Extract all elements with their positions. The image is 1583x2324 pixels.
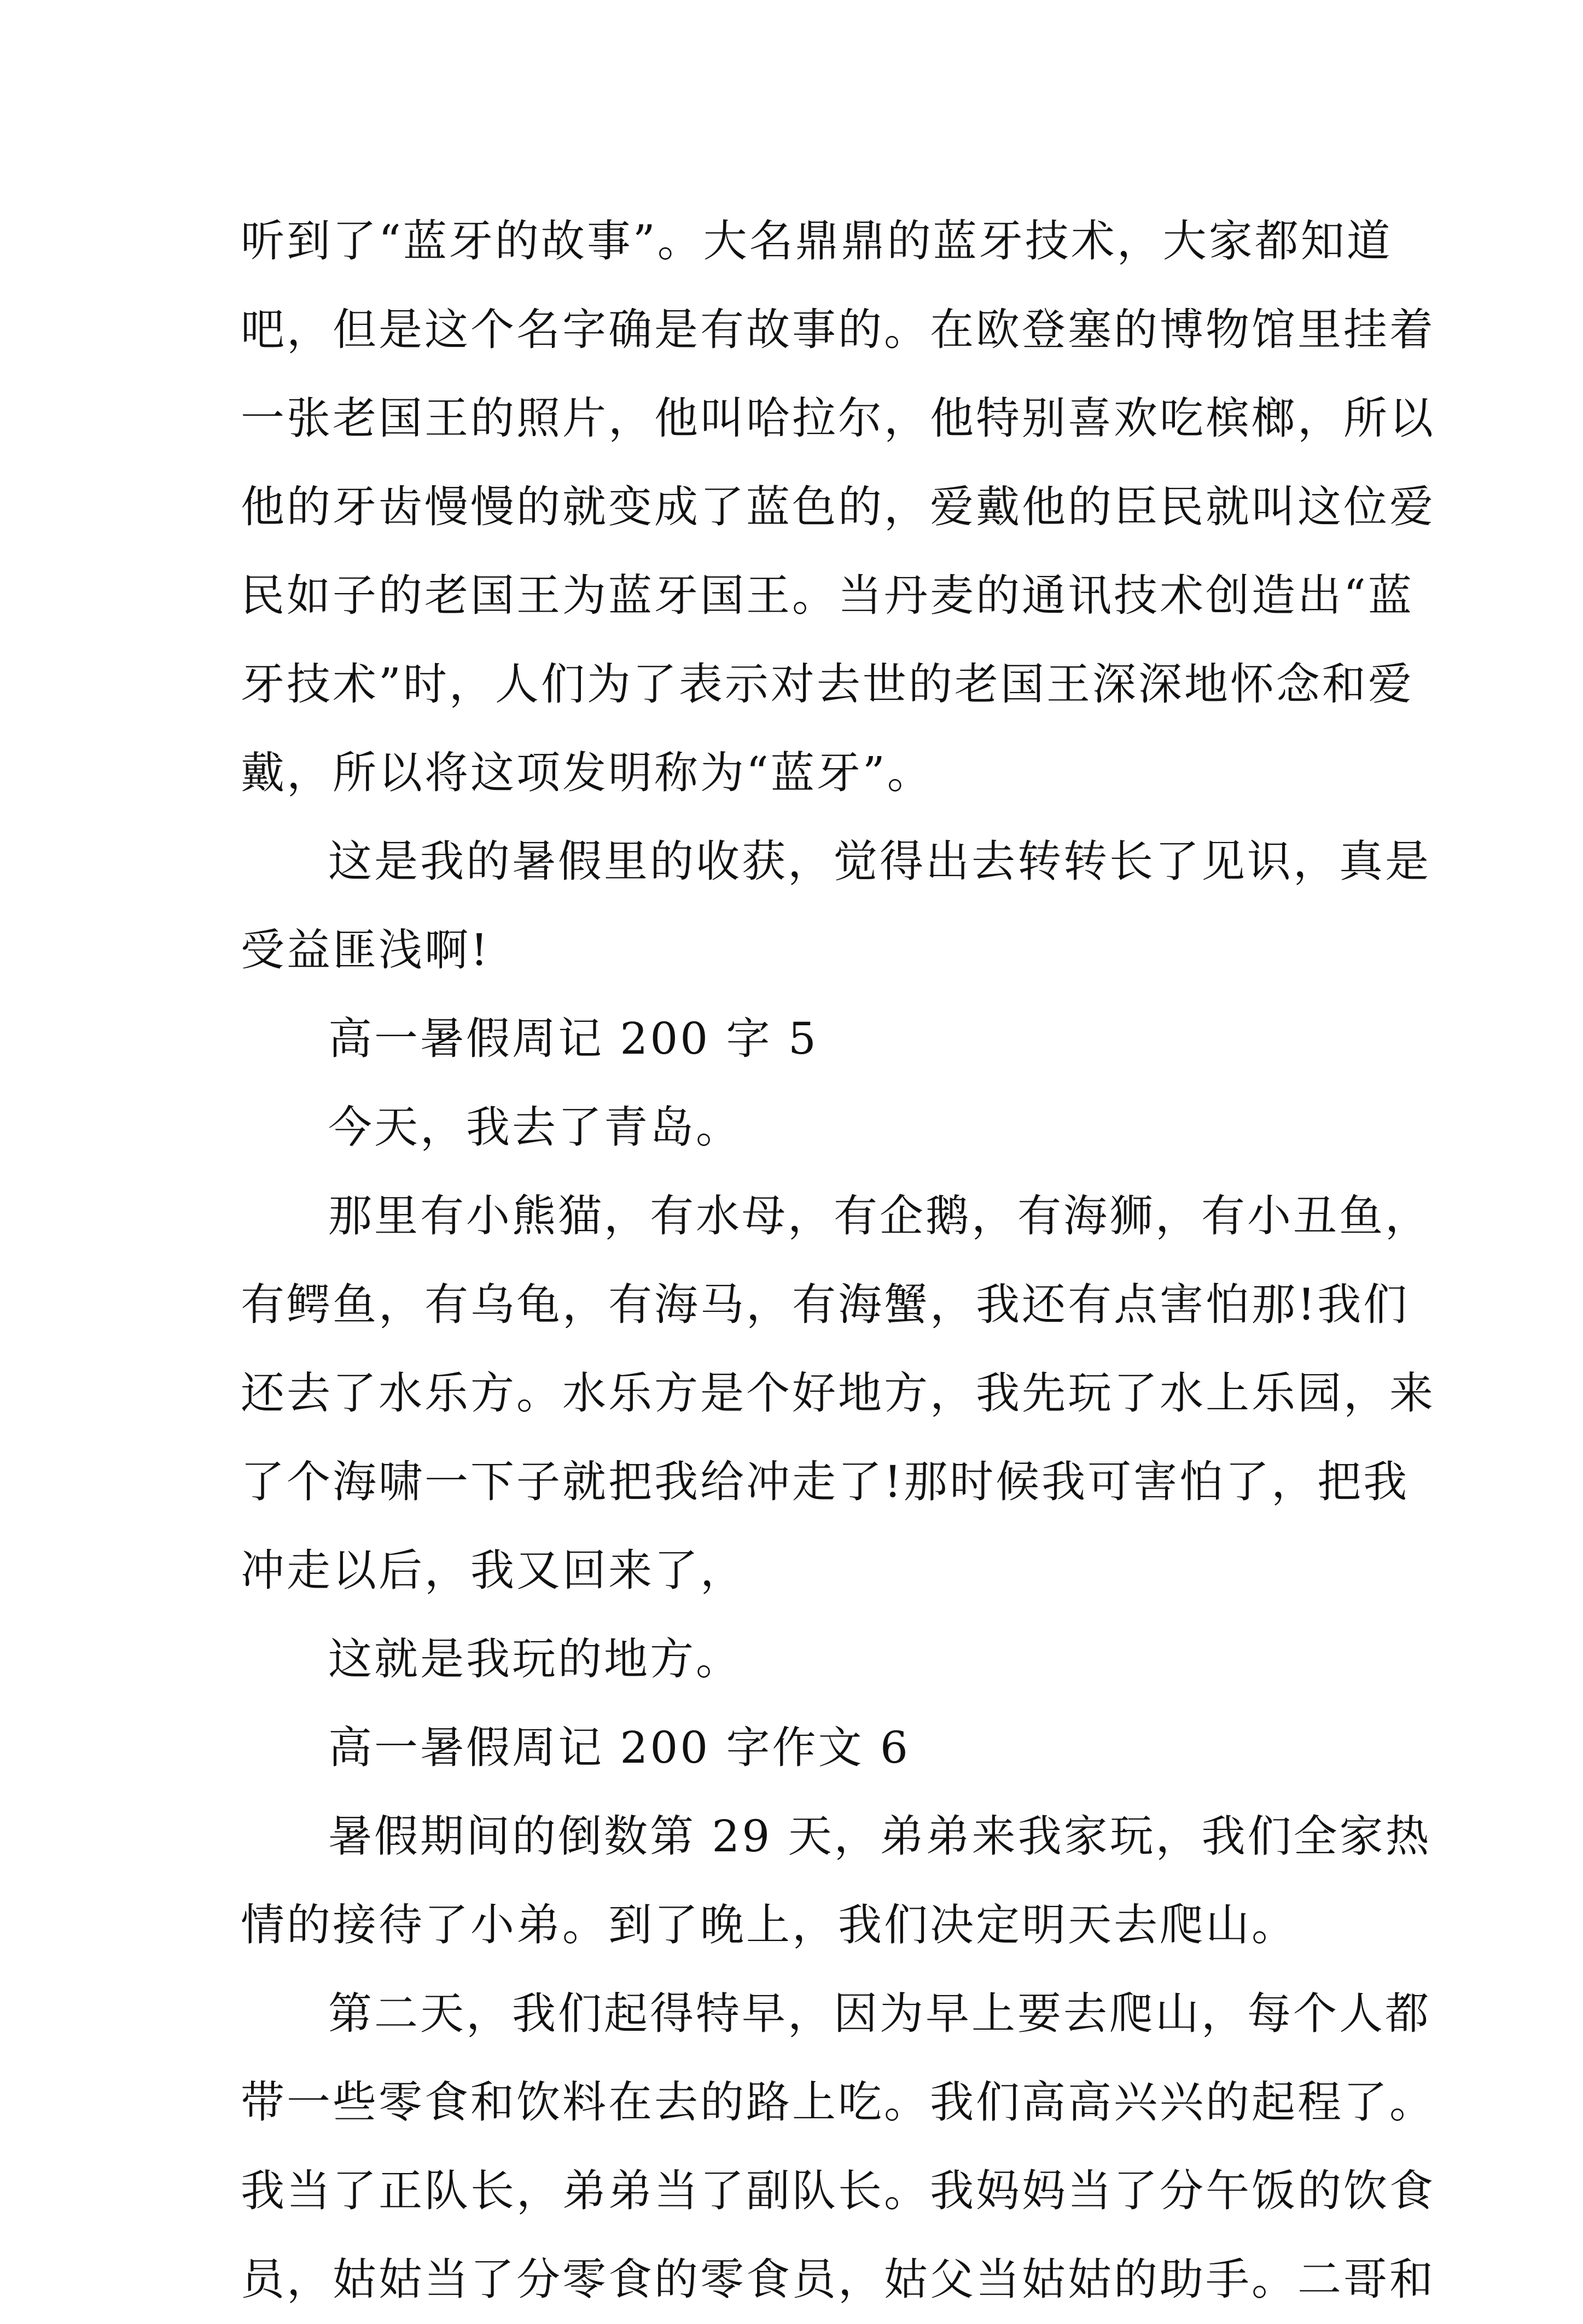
text-line: 第二天，我们起得特早，因为早上要去爬山，每个人都 xyxy=(328,1988,1431,2039)
text-line: 这是我的暑假里的收获，觉得出去转转长了见识，真是 xyxy=(328,836,1431,887)
text-line: 还去了水乐方。水乐方是个好地方，我先玩了水上乐园，来 xyxy=(241,1368,1435,1419)
text-line: 戴，所以将这项发明称为“蓝牙”。 xyxy=(241,747,933,798)
text-line: 那里有小熊猫，有水母，有企鹅，有海狮，有小丑鱼， xyxy=(328,1190,1431,1241)
text-line: 牙技术”时，人们为了表示对去世的老国王深深地怀念和爱 xyxy=(241,659,1414,710)
document-body xyxy=(241,197,1435,2324)
text-line: 情的接待了小弟。到了晚上，我们决定明天去爬山。 xyxy=(241,1899,1297,1950)
text-line: 了个海啸一下子就把我给冲走了!那时候我可害怕了，把我 xyxy=(241,1456,1410,1507)
text-line: 听到了“蓝牙的故事”。大名鼎鼎的蓝牙技术，大家都知道 xyxy=(241,216,1393,266)
text-line: 受益匪浅啊! xyxy=(241,925,491,975)
text-line: 我当了正队长，弟弟当了副队长。我妈妈当了分午饭的饮食 xyxy=(241,2165,1435,2216)
text-line: 带一些零食和饮料在去的路上吃。我们高高兴兴的起程了。 xyxy=(241,2077,1435,2128)
text-line: 有鳄鱼，有乌龟，有海马，有海蟹，我还有点害怕那!我们 xyxy=(241,1279,1410,1330)
text-line: 吧，但是这个名字确是有故事的。在欧登塞的博物馆里挂着 xyxy=(241,304,1435,355)
text-line: 他的牙齿慢慢的就变成了蓝色的，爱戴他的臣民就叫这位爱 xyxy=(241,481,1435,532)
text-line: 一张老国王的照片，他叫哈拉尔，他特别喜欢吃槟榔，所以 xyxy=(241,393,1435,444)
text-line: 高一暑假周记 200 字作文 6 xyxy=(328,1722,910,1773)
text-line: 冲走以后，我又回来了， xyxy=(241,1545,746,1596)
text-line: 高一暑假周记 200 字 5 xyxy=(328,1013,818,1064)
text-line: 民如子的老国王为蓝牙国王。当丹麦的通讯技术创造出“蓝 xyxy=(241,570,1414,621)
text-line: 今天，我去了青岛。 xyxy=(328,1102,742,1153)
text-line: 暑假期间的倒数第 29 天，弟弟来我家玩，我们全家热 xyxy=(328,1811,1431,1862)
text-line: 员，姑姑当了分零食的零食员，姑父当姑姑的助手。二哥和 xyxy=(241,2254,1435,2305)
text-line: 这就是我玩的地方。 xyxy=(328,1634,742,1684)
